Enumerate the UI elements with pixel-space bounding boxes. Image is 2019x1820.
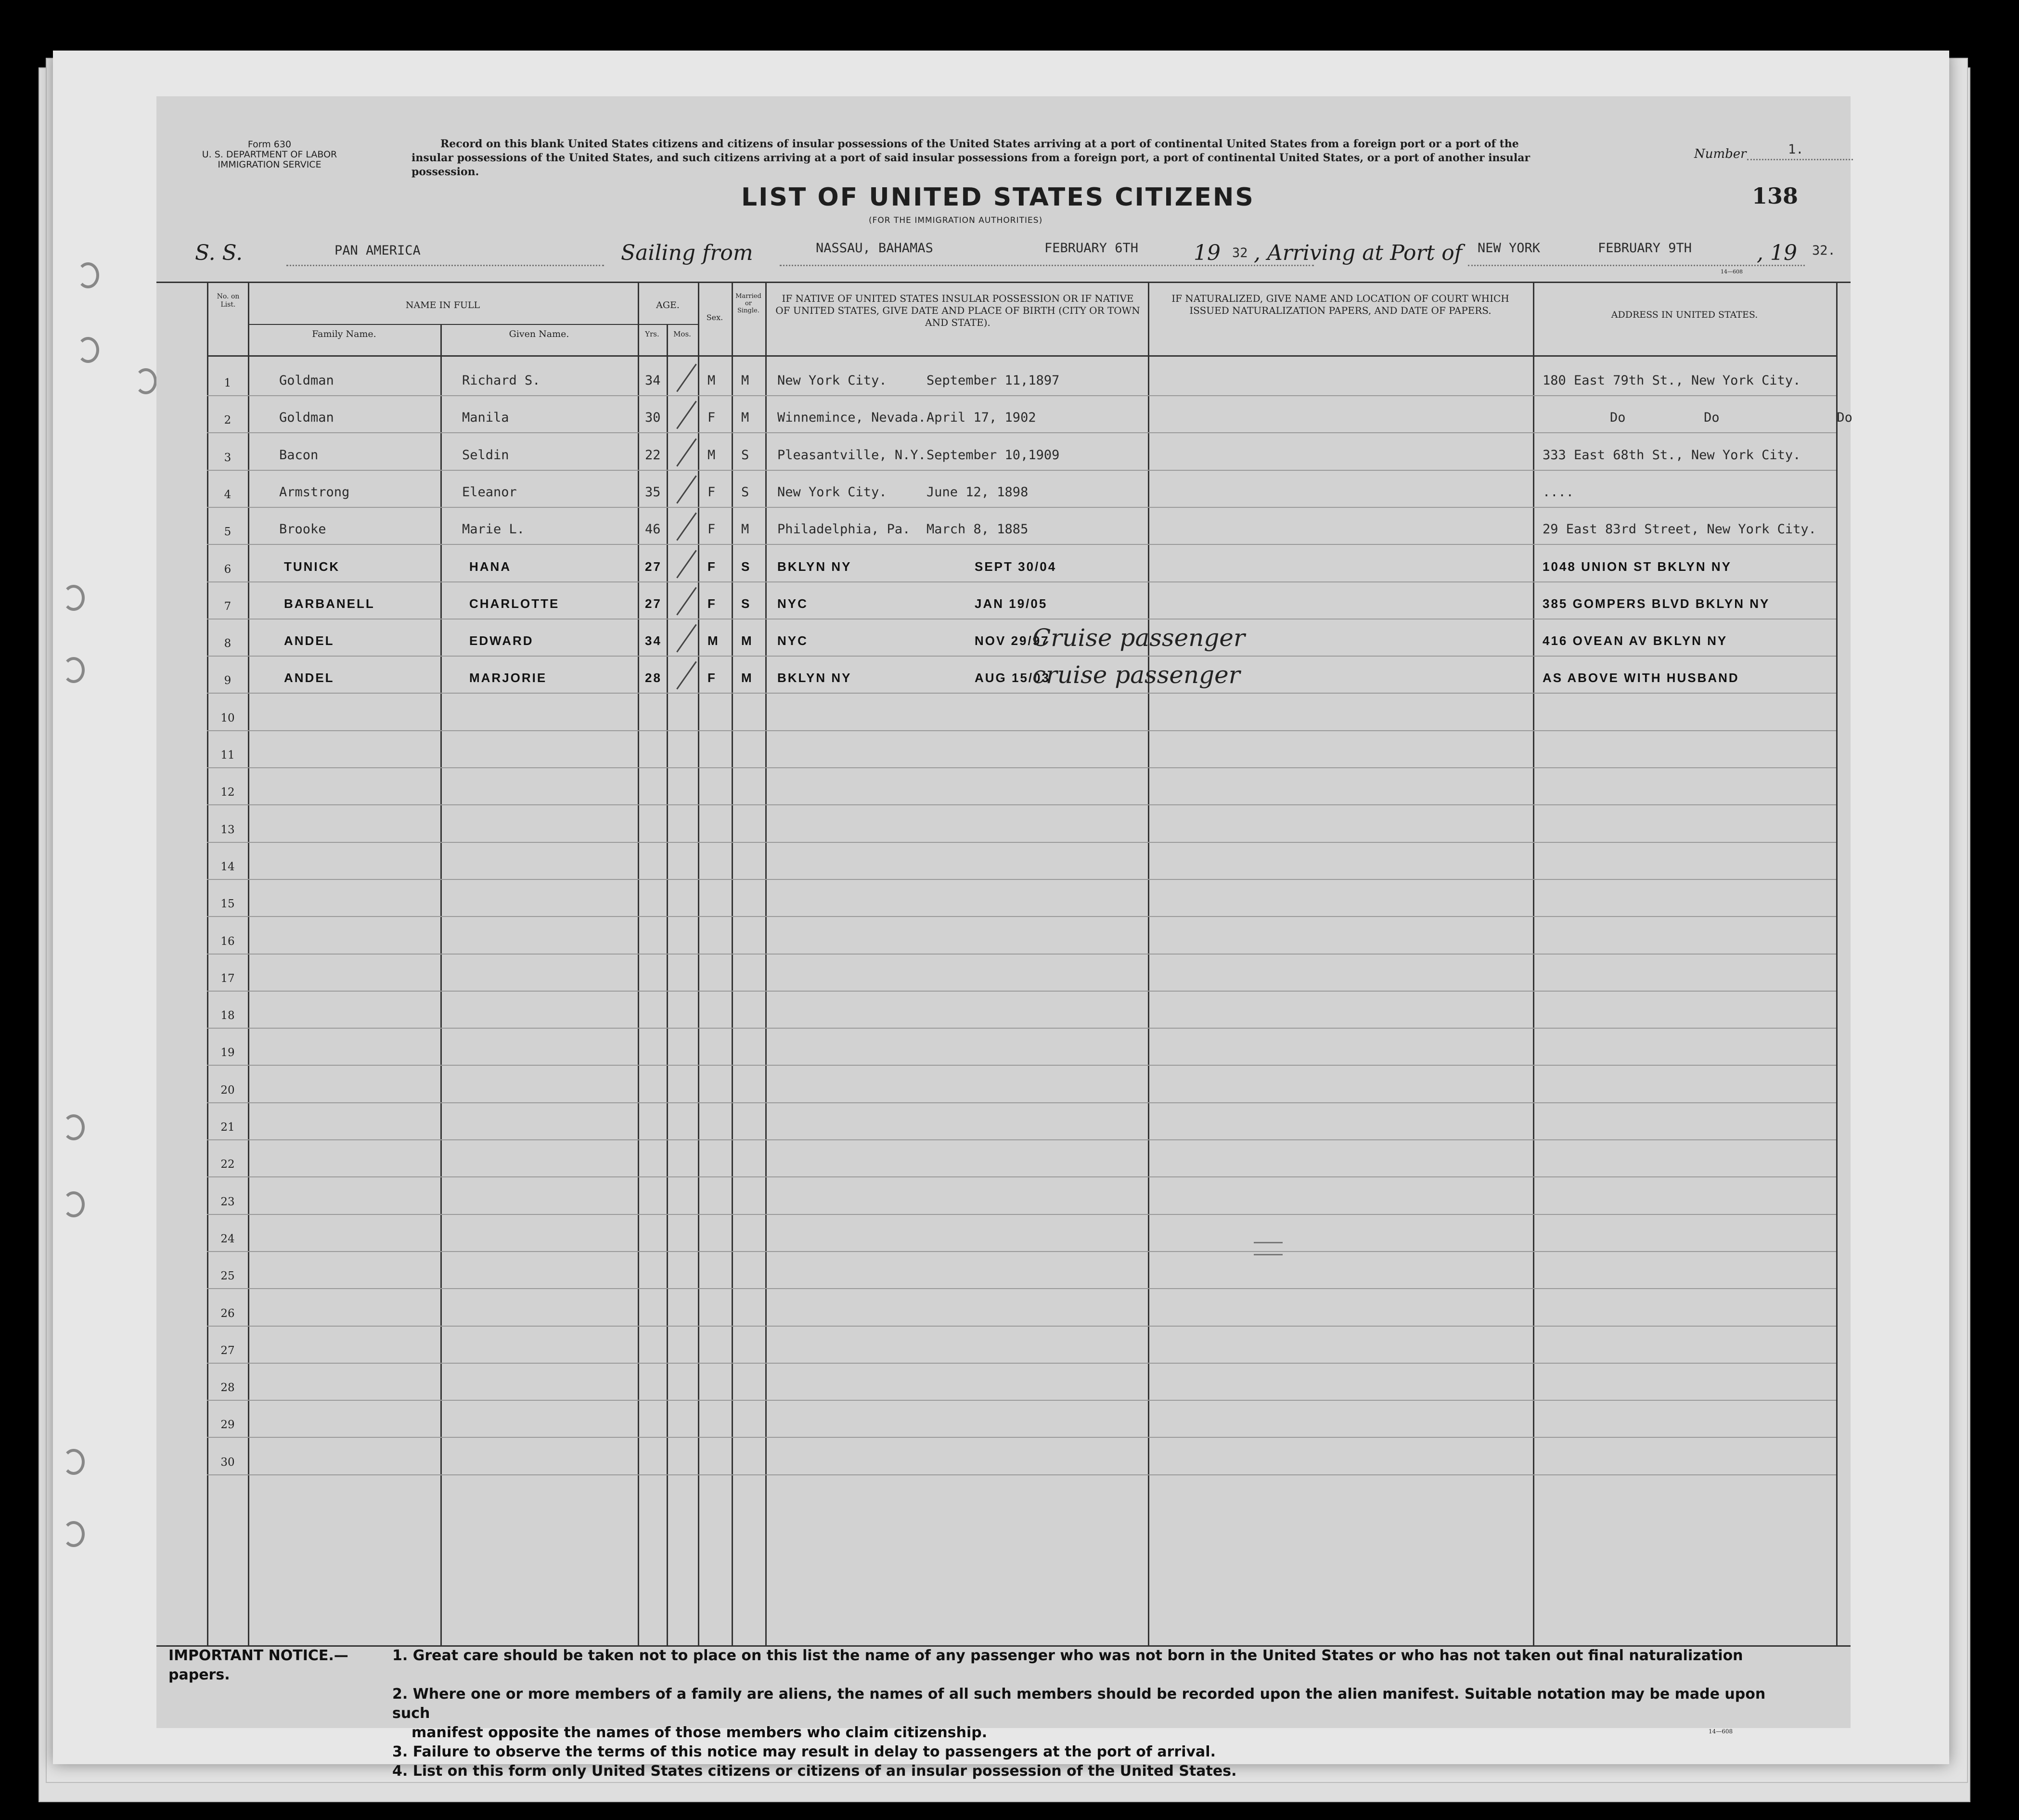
arrival-port: NEW YORK [1478, 241, 1541, 256]
age-years-cell: 46 [645, 522, 661, 537]
row-number: 23 [220, 1195, 235, 1208]
binder-ring [63, 1114, 85, 1140]
given-name-cell: EDWARD [469, 633, 534, 648]
binder-ring [77, 262, 99, 288]
given-name-cell: Eleanor [462, 484, 517, 500]
department-name: U. S. DEPARTMENT OF LABOR [202, 149, 337, 160]
binder-ring [63, 657, 85, 683]
naturalization-note: Cruise passenger [1032, 624, 1245, 652]
col-divider [638, 283, 639, 1645]
address-cell: 29 East 83rd Street, New York City. [1543, 522, 1816, 537]
row-rule [207, 1139, 1836, 1140]
birth-date-cell: JAN 19/05 [975, 596, 1048, 611]
sex-cell: F [707, 559, 717, 574]
notice-heading: IMPORTANT NOTICE.— [168, 1647, 348, 1664]
row-rule [207, 1028, 1836, 1029]
notice-item-4: 4. List on this form only United States citizens or citizens of an insular possession of the United States. [392, 1763, 1237, 1780]
given-name-cell: Seldin [462, 447, 509, 463]
row-rule [207, 1214, 1836, 1215]
birth-date-cell: September 10,1909 [926, 447, 1060, 463]
row-rule [207, 879, 1836, 880]
age-years-cell: 34 [645, 373, 661, 388]
age-years-cell: 27 [645, 559, 662, 574]
check-mark [676, 438, 697, 466]
family-name-cell: Goldman [279, 410, 334, 426]
family-name-cell: Goldman [279, 373, 334, 388]
row-rule [207, 581, 1836, 582]
col-divider [440, 324, 442, 1645]
given-name-cell: HANA [469, 559, 512, 574]
number-label: Number [1694, 147, 1747, 161]
family-name-cell: TUNICK [284, 559, 340, 574]
age-years-cell: 35 [645, 484, 661, 500]
row-rule [207, 693, 1836, 694]
row-rule [207, 1326, 1836, 1327]
col-header-name-in-full: NAME IN FULL [405, 300, 480, 310]
sailing-from-line [780, 265, 1314, 266]
row-number: 6 [224, 563, 231, 576]
row-number: 2 [224, 414, 231, 427]
row-number: 25 [220, 1270, 235, 1283]
row-number: 12 [220, 786, 235, 799]
sex-cell: F [707, 596, 717, 611]
row-number: 16 [220, 935, 235, 948]
address-cell: 333 East 68th St., New York City. [1543, 447, 1801, 463]
col-divider [1533, 283, 1534, 1645]
birth-place-cell: New York City. [777, 484, 887, 500]
family-name-cell: ANDEL [284, 671, 334, 685]
family-name-cell: Armstrong [279, 484, 350, 500]
row-number: 19 [220, 1046, 235, 1059]
binder-ring [63, 1191, 85, 1217]
col-divider [667, 324, 668, 1645]
row-number: 3 [224, 451, 231, 464]
col-divider [1836, 283, 1838, 1645]
binder-ring [63, 1521, 85, 1547]
col-header-naturalized: IF NATURALIZED, GIVE NAME AND LOCATION OF COURT WHICH ISSUED NATURALIZATION PAPERS, AND DATE OF PAPERS. [1171, 293, 1509, 316]
row-rule [207, 730, 1836, 731]
row-rule [207, 1474, 1836, 1475]
row-rule [207, 804, 1836, 805]
row-number: 15 [220, 898, 235, 911]
row-rule [207, 432, 1836, 433]
birth-place-cell: NYC [777, 596, 808, 611]
marital-status-cell: S [741, 447, 749, 463]
arrival-date: FEBRUARY 9TH [1598, 241, 1692, 256]
row-rule [207, 954, 1836, 955]
col-divider [698, 283, 699, 1645]
row-number: 17 [220, 972, 235, 985]
row-rule [207, 842, 1836, 843]
year-prefix-1: 19 [1194, 241, 1221, 265]
col-header-age: AGE. [656, 300, 680, 310]
form-number: Form 630 [247, 139, 292, 150]
address-cell: AS ABOVE WITH HUSBAND [1543, 671, 1739, 685]
row-number: 10 [220, 711, 235, 724]
row-rule [207, 507, 1836, 508]
row-rule [207, 767, 1836, 768]
page-number: 138 [1752, 183, 1799, 209]
birth-date-cell: NOV 29/97 [975, 633, 1050, 648]
given-name-cell: Manila [462, 410, 509, 426]
birth-place-cell: New York City. [777, 373, 887, 388]
row-rule [207, 1102, 1836, 1103]
check-mark [676, 363, 697, 392]
ss-label: S. S. [195, 241, 243, 265]
sailing-from-port: NASSAU, BAHAMAS [816, 241, 933, 256]
row-rule [207, 544, 1836, 545]
row-number: 11 [220, 749, 235, 762]
family-name-cell: Bacon [279, 447, 319, 463]
row-number: 4 [224, 488, 231, 501]
row-rule [207, 1400, 1836, 1401]
age-years-cell: 27 [645, 596, 662, 611]
age-years-cell: 22 [645, 447, 661, 463]
arrival-line [1468, 265, 1805, 266]
number-line [1747, 159, 1853, 160]
sex-cell: M [707, 373, 716, 388]
ship-name-line [286, 265, 604, 266]
row-number: 7 [224, 600, 231, 613]
col-header-given-name: Given Name. [509, 329, 569, 339]
form-area [156, 96, 1852, 1780]
row-rule [207, 1065, 1836, 1066]
col-divider [248, 283, 249, 1645]
notice-item-3: 3. Failure to observe the terms of this notice may result in delay to passengers at the port of arrival. [392, 1743, 1216, 1760]
birth-place-cell: Pleasantville, N.Y. [777, 447, 926, 463]
age-years-cell: 34 [645, 633, 662, 648]
check-mark [676, 587, 697, 615]
stamp-mark [1254, 1242, 1283, 1255]
sailing-from-label: Sailing from [621, 241, 753, 265]
row-number: 26 [220, 1307, 235, 1320]
marital-status-cell: M [741, 522, 749, 537]
address-cell: 416 OVEAN AV BKLYN NY [1543, 633, 1728, 648]
address-cell: 180 East 79th St., New York City. [1543, 373, 1801, 388]
important-notice [168, 1646, 1805, 1781]
ship-name: PAN AMERICA [334, 243, 421, 258]
age-years-cell: 28 [645, 671, 662, 685]
row-number: 22 [220, 1158, 235, 1171]
list-subtitle: (FOR THE IMMIGRATION AUTHORITIES) [869, 216, 1043, 225]
sex-cell: M [707, 633, 720, 648]
birth-place-cell: Winnemince, Nevada. [777, 410, 926, 426]
manifest-page [53, 51, 1949, 1780]
row-number: 30 [220, 1456, 235, 1469]
col-header-native: IF NATIVE OF UNITED STATES INSULAR POSSESSION OR IF NATIVE OF UNITED STATES, GIVE DATE AND PLACE OF BIRTH (CITY OR TOWN AND STATE). [775, 293, 1140, 328]
col-header-married-single: Married or Single. [735, 293, 761, 314]
row-number: 29 [220, 1419, 235, 1432]
birth-date-cell: March 8, 1885 [926, 522, 1029, 537]
given-name-cell: CHARLOTTE [469, 596, 560, 611]
binder-ring [63, 585, 85, 611]
header-bottom-rule [207, 355, 1836, 357]
sex-cell: F [707, 522, 716, 537]
check-mark [676, 513, 697, 541]
row-number: 8 [224, 637, 231, 650]
birth-place-cell: BKLYN NY [777, 559, 852, 574]
row-number: 24 [220, 1232, 235, 1245]
check-mark [676, 624, 697, 653]
marital-status-cell: M [741, 633, 753, 648]
binder-ring [77, 337, 99, 363]
row-number: 9 [224, 674, 231, 687]
given-name-cell: Marie L. [462, 522, 525, 537]
row-rule [207, 395, 1836, 396]
col-header-family-name: Family Name. [312, 329, 376, 339]
col-header-address: ADDRESS IN UNITED STATES. [1611, 310, 1758, 320]
col-header-mos: Mos. [673, 330, 691, 338]
sailing-date: FEBRUARY 6TH [1044, 241, 1139, 256]
printer-mark: 14—608 [1721, 269, 1743, 275]
binder-ring [135, 368, 157, 394]
given-name-cell: MARJORIE [469, 671, 547, 685]
birth-date-cell: AUG 15/03 [975, 671, 1051, 685]
service-name: IMMIGRATION SERVICE [218, 159, 321, 170]
marital-status-cell: M [741, 373, 749, 388]
check-mark [676, 401, 697, 429]
col-divider [1148, 283, 1149, 1645]
row-rule [207, 619, 1836, 620]
birth-place-cell: NYC [777, 633, 808, 648]
col-divider [765, 283, 767, 1645]
year-suffix-2: 32. [1812, 243, 1836, 258]
row-rule [207, 916, 1836, 917]
birth-date-cell: April 17, 1902 [926, 410, 1036, 426]
birth-date-cell: SEPT 30/04 [975, 559, 1057, 574]
row-number: 21 [220, 1121, 235, 1134]
address-cell: 385 GOMPERS BLVD BKLYN NY [1543, 596, 1770, 611]
age-years-cell: 30 [645, 410, 661, 426]
sex-cell: F [707, 484, 716, 500]
family-name-cell: ANDEL [284, 633, 334, 648]
family-name-cell: Brooke [279, 522, 326, 537]
row-rule [207, 1176, 1836, 1177]
binder-ring [63, 1449, 85, 1475]
marital-status-cell: S [741, 596, 751, 611]
form-id-block [195, 140, 344, 170]
row-rule [207, 991, 1836, 992]
row-rule [207, 1437, 1836, 1438]
address-cell: Do Do Do [1610, 410, 1852, 426]
list-title: LIST OF UNITED STATES CITIZENS [741, 183, 1255, 212]
arriving-label: , Arriving at Port of [1254, 241, 1462, 265]
check-mark [676, 475, 697, 503]
col-divider [207, 283, 208, 1645]
naturalization-note: cruise passenger [1032, 661, 1240, 689]
row-number: 27 [220, 1344, 235, 1357]
year-suffix-1: 32 [1232, 245, 1248, 260]
notice-form-code: 14—608 [1709, 1728, 1733, 1735]
notice-item-2-cont: manifest opposite the names of those members who claim citizenship. [412, 1724, 988, 1741]
row-rule [207, 1363, 1836, 1364]
name-header-rule [248, 324, 698, 325]
row-number: 20 [220, 1084, 235, 1097]
birth-date-cell: September 11,1897 [926, 373, 1060, 388]
row-rule [207, 1288, 1836, 1289]
form-instructions: Record on this blank United States citizens and citizens of insular possessions of the United States arriving at a port of continental United States from a foreign port or a port of the insular possessions of the United States, and such citizens arriving at a port of said insular possessions from a foreign port, a port of continental United States, or a port of another insular possession. [412, 138, 1530, 178]
address-cell: .... [1543, 484, 1574, 500]
marital-status-cell: M [741, 410, 749, 426]
birth-place-cell: BKLYN NY [777, 671, 852, 685]
notice-item-2: 2. Where one or more members of a family are aliens, the names of all such members should be recorded upon the alien manifest. Suitable notation may be made upon such [392, 1686, 1766, 1722]
sex-cell: F [707, 410, 716, 426]
col-header-no: No. on List. [217, 293, 240, 309]
row-rule [207, 1251, 1836, 1252]
row-rule [207, 470, 1836, 471]
row-rule [207, 656, 1836, 657]
marital-status-cell: M [741, 671, 753, 685]
row-number: 13 [220, 823, 235, 836]
col-header-yrs: Yrs. [645, 330, 659, 338]
sex-cell: F [707, 671, 717, 685]
birth-date-cell: June 12, 1898 [926, 484, 1029, 500]
manifest-table [156, 282, 1851, 1647]
row-number: 1 [224, 377, 231, 389]
notice-item-1: 1. Great care should be taken not to place on this list the name of any passenger who was not born in the United States or who has not taken out final naturalization papers. [168, 1647, 1743, 1683]
sex-cell: M [707, 447, 716, 463]
row-number: 28 [220, 1381, 235, 1394]
col-header-sex: Sex. [706, 313, 723, 322]
row-number: 18 [220, 1009, 235, 1022]
year-prefix-2: , 19 [1757, 241, 1797, 265]
family-name-cell: BARBANELL [284, 596, 375, 611]
check-mark [676, 550, 697, 578]
row-number: 5 [224, 526, 231, 539]
row-number: 14 [220, 860, 235, 873]
col-divider [732, 283, 733, 1645]
address-cell: 1048 UNION ST BKLYN NY [1543, 559, 1732, 574]
marital-status-cell: S [741, 484, 749, 500]
birth-place-cell: Philadelphia, Pa. [777, 522, 911, 537]
given-name-cell: Richard S. [462, 373, 540, 388]
check-mark [676, 661, 697, 690]
marital-status-cell: S [741, 559, 751, 574]
number-value: 1. [1788, 142, 1804, 157]
